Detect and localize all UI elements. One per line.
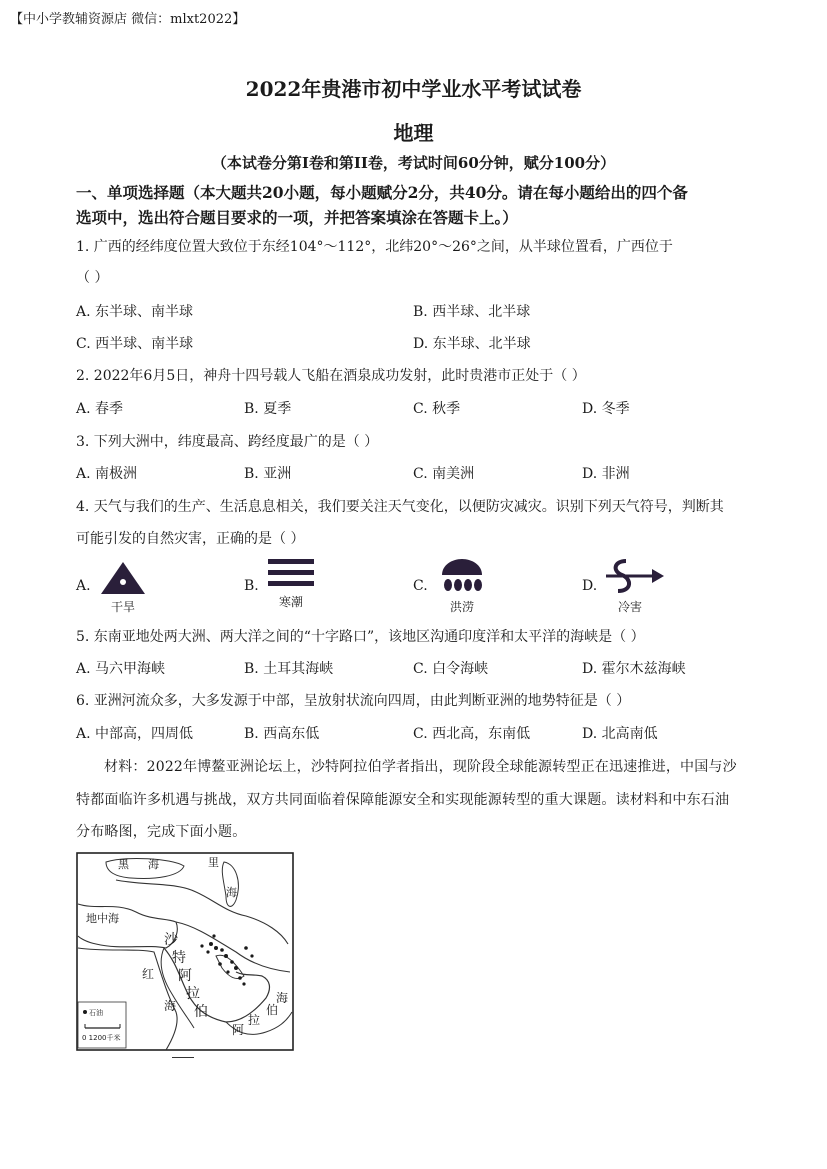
map-label-caspian-2: 海 — [226, 886, 237, 899]
middle-east-oil-map — [76, 852, 298, 1056]
q5-stem: 5. 东南亚地处两大洲、两大洋之间的“十字路口”，该地区沟通印度洋和太平洋的海峡是（ ） — [76, 629, 645, 645]
q4-option-a[interactable]: A. — [76, 578, 91, 594]
map-label-arabian-sea-3: 伯 — [266, 1003, 279, 1017]
map-label-red-sea-1: 红 — [142, 967, 155, 981]
map-legend-oil: 石油 — [89, 1009, 103, 1017]
map-label-saudi-5: 伯 — [194, 1004, 208, 1020]
q1-bracket: （ ） — [76, 270, 109, 286]
q4-stem-cont: 可能引发的自然灾害，正确的是（ ） — [76, 531, 305, 547]
q6-option-d[interactable]: D. 北高南低 — [582, 726, 658, 742]
material-line1: 材料：2022年博鳌亚洲论坛上，沙特阿拉伯学者指出，现阶段全球能源转型正在迅速推进，中国与沙 — [104, 759, 737, 775]
q4-option-c[interactable]: C. — [413, 578, 428, 594]
map-label-saudi-3: 阿 — [178, 968, 192, 984]
q3-option-a[interactable]: A. 南极洲 — [76, 466, 138, 482]
map-label-black-sea-1: 黑 — [118, 858, 129, 871]
map-label-arabian-sea-4: 海 — [276, 991, 289, 1005]
q5-option-c[interactable]: C. 白令海峡 — [413, 661, 489, 677]
map-label-saudi-2: 特 — [172, 950, 186, 966]
cold-wave-lines-icon — [268, 558, 314, 588]
q3-option-d[interactable]: D. 非洲 — [582, 466, 630, 482]
exam-subject: 地理 — [393, 121, 434, 145]
q2-option-d[interactable]: D. 冬季 — [582, 401, 630, 417]
q1-option-c[interactable]: C. 西半球、南半球 — [76, 336, 194, 352]
map-label-saudi-4: 拉 — [186, 986, 200, 1002]
map-label-saudi-1: 沙 — [164, 932, 178, 948]
material-line3: 分布略图，完成下面小题。 — [76, 824, 247, 840]
q3-stem: 3. 下列大洲中，纬度最高、跨经度最广的是（ ） — [76, 434, 379, 450]
rain-cloud-icon — [438, 557, 486, 597]
q2-option-b[interactable]: B. 夏季 — [244, 401, 292, 417]
q2-option-c[interactable]: C. 秋季 — [413, 401, 461, 417]
q5-option-d[interactable]: D. 霍尔木兹海峡 — [582, 661, 686, 677]
frost-symbol-icon — [602, 557, 666, 597]
q4-stem: 4. 天气与我们的生产、生活息息相关，我们要关注天气变化，以便防灾减灾。识别下列天气符号，判断其 — [76, 499, 724, 515]
q2-option-a[interactable]: A. 春季 — [76, 401, 124, 417]
material-line2: 特都面临许多机遇与挑战，双方共同面临着保障能源安全和实现能源转型的重大课题。读材料和中东石油 — [76, 792, 730, 808]
q1-option-d[interactable]: D. 东半球、北半球 — [413, 336, 531, 352]
figure-underline — [172, 1057, 194, 1058]
q1-stem: 1. 广西的经纬度位置大致位于东经104°～112°，北纬20°～26°之间，从半球位置看，广西位于 — [76, 239, 673, 255]
q1-option-a[interactable]: A. 东半球、南半球 — [76, 304, 194, 320]
map-scale: 0 1200千米 — [82, 1034, 121, 1042]
q3-option-b[interactable]: B. 亚洲 — [244, 466, 292, 482]
q6-option-c[interactable]: C. 西北高，东南低 — [413, 726, 531, 742]
map-label-red-sea-2: 海 — [164, 999, 177, 1013]
q4-label-coldwave: 寒潮 — [278, 595, 303, 609]
q4-label-flood: 洪涝 — [449, 600, 474, 614]
q6-option-b[interactable]: B. 西高东低 — [244, 726, 320, 742]
q5-option-a[interactable]: A. 马六甲海峡 — [76, 661, 166, 677]
drought-triangle-icon — [100, 560, 146, 596]
map-label-black-sea-2: 海 — [148, 858, 159, 871]
map-label-arabian-sea-1: 阿 — [232, 1023, 245, 1037]
exam-note: （本试卷分第Ⅰ卷和第II卷，考试时间60分钟，赋分100分） — [211, 154, 616, 172]
q4-option-d[interactable]: D. — [582, 578, 598, 594]
q6-option-a[interactable]: A. 中部高，四周低 — [76, 726, 194, 742]
section1-line2: 选项中，选出符合题目要求的一项，并把答案填涂在答题卡上。） — [76, 208, 518, 227]
q4-label-frost: 冷害 — [617, 600, 642, 614]
q4-label-drought: 干旱 — [110, 600, 135, 614]
q6-stem: 6. 亚洲河流众多，大多发源于中部，呈放射状流向四周，由此判断亚洲的地势特征是（ ） — [76, 693, 631, 709]
map-label-mediterranean: 地中海 — [86, 912, 119, 925]
map-label-arabian-sea-2: 拉 — [248, 1013, 261, 1027]
q2-stem: 2. 2022年6月5日，神舟十四号载人飞船在酒泉成功发射，此时贵港市正处于（ ） — [76, 368, 586, 384]
q1-option-b[interactable]: B. 西半球、北半球 — [413, 304, 531, 320]
q4-option-b[interactable]: B. — [244, 578, 259, 594]
exam-title: 2022年贵港市初中学业水平考试试卷 — [245, 77, 582, 101]
q3-option-c[interactable]: C. 南美洲 — [413, 466, 475, 482]
header-source: 【中小学教辅资源店 微信：mlxt2022】 — [10, 12, 246, 27]
map-label-caspian-1: 里 — [208, 856, 219, 869]
q5-option-b[interactable]: B. 土耳其海峡 — [244, 661, 334, 677]
section1-line1: 一、单项选择题（本大题共20小题，每小题赋分2分，共40分。请在每小题给出的四个备 — [76, 183, 688, 202]
